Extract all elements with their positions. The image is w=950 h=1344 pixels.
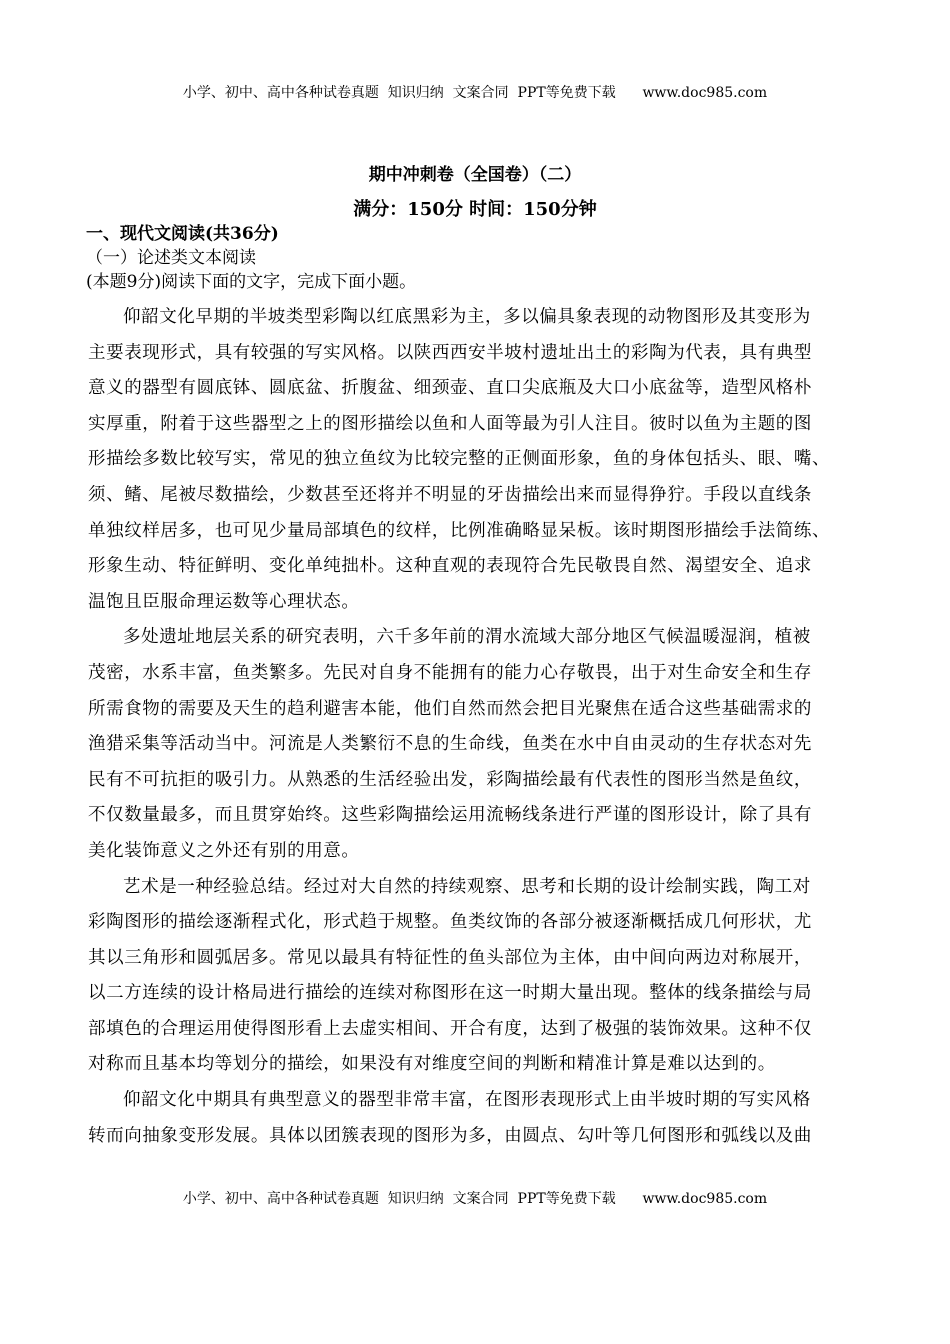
paragraph-line: 艺术是一种经验总结。经过对大自然的持续观察、思考和长期的设计绘制实践，陶工对	[123, 876, 811, 897]
paragraph-line: 温饱且臣服命理运数等心理状态。	[88, 591, 360, 612]
paragraph-line: 彩陶图形的描绘逐渐程式化，形式趋于规整。鱼类纹饰的各部分被逐渐概括成几何形状，尤	[88, 912, 812, 933]
paragraph-line: 意义的器型有圆底钵、圆底盆、折腹盆、细颈壶、直口尖底瓶及大口小底盆等，造型风格朴	[88, 378, 812, 399]
subsection-heading: （一）论述类文本阅读	[86, 248, 256, 268]
section-heading: 一、现代文阅读(共36分)	[86, 224, 279, 244]
exam-subtitle: 满分：150分 时间：150分钟	[353, 199, 597, 220]
exam-title: 期中冲刺卷（全国卷）（二）	[368, 165, 582, 185]
passage-paragraph	[88, 302, 878, 622]
paragraph-line: 单独纹样居多，也可见少量局部填色的纹样，比例准确略显呆板。该时期图形描绘手法简练、	[88, 520, 831, 541]
paragraph-line: 仰韶文化中期具有典型意义的器型非常丰富，在图形表现形式上由半坡时期的写实风格	[123, 1090, 811, 1111]
paragraph-line: 对称而且基本均等划分的描绘，如果没有对维度空间的判断和精准计算是难以达到的。	[88, 1054, 776, 1075]
passage-paragraph	[88, 1085, 878, 1156]
paragraph-line: 转而向抽象变形发展。具体以团簇表现的图形为多，由圆点、勾叶等几何图形和弧线以及曲	[88, 1125, 812, 1146]
paragraph-line: 渔猎采集等活动当中。河流是人类繁衍不息的生命线，鱼类在水中自由灵动的生存状态对先	[88, 734, 812, 755]
paragraph-line: 实厚重，附着于这些器型之上的图形描绘以鱼和人面等最为引人注目。彼时以鱼为主题的图	[88, 413, 812, 434]
paragraph-line: 形描绘多数比较写实，常见的独立鱼纹为比较完整的正侧面形象，鱼的身体包括头、眼、嘴、	[88, 449, 831, 470]
paragraph-line: 须、鳍、尾被尽数描绘，少数甚至还将并不明显的牙齿描绘出来而显得狰狞。手段以直线条	[88, 484, 812, 505]
paragraph-line: 多处遗址地层关系的研究表明，六千多年前的渭水流域大部分地区气候温暖湿润，植被	[123, 627, 811, 648]
paragraph-line: 形象生动、特征鲜明、变化单纯拙朴。这种直观的表现符合先民敬畏自然、渴望安全、追求	[88, 556, 812, 577]
paragraph-line: 民有不可抗拒的吸引力。从熟悉的生活经验出发，彩陶描绘最有代表性的图形当然是鱼纹，	[88, 769, 812, 790]
paragraph-line: 主要表现形式，具有较强的写实风格。以陕西西安半坡村遗址出土的彩陶为代表，具有典型	[88, 342, 812, 363]
paragraph-line: 不仅数量最多，而且贯穿始终。这些彩陶描绘运用流畅线条进行严谨的图形设计，除了具有	[88, 805, 812, 826]
paragraph-line: 茂密，水系丰富，鱼类繁多。先民对自身不能拥有的能力心存敬畏，出于对生命安全和生存	[88, 662, 812, 683]
page-footer: 小学、初中、高中各种试卷真题 知识归纳 文案合同 PPT等免费下载 www.doc985.com	[182, 1191, 768, 1207]
passage-paragraph	[88, 872, 878, 1086]
paragraph-line: 所需食物的需要及天生的趋利避害本能，他们自然而然会把目光聚焦在适合这些基础需求的	[88, 698, 812, 719]
instruction-text: (本题9分)阅读下面的文字，完成下面小题。	[86, 272, 417, 292]
paragraph-line: 其以三角形和圆弧居多。常见以最具有特征性的鱼头部位为主体，由中间向两边对称展开，	[88, 947, 812, 968]
paragraph-line: 部填色的合理运用使得图形看上去虚实相间、开合有度，达到了极强的装饰效果。这种不仅	[88, 1018, 812, 1039]
paragraph-line: 美化装饰意义之外还有别的用意。	[88, 840, 360, 861]
paragraph-line: 以二方连续的设计格局进行描绘的连续对称图形在这一时期大量出现。整体的线条描绘与局	[88, 983, 812, 1004]
page-header: 小学、初中、高中各种试卷真题 知识归纳 文案合同 PPT等免费下载 www.doc985.com	[182, 85, 768, 101]
passage	[88, 302, 878, 1156]
passage-paragraph	[88, 622, 878, 871]
paragraph-line: 仰韶文化早期的半坡类型彩陶以红底黑彩为主，多以偏具象表现的动物图形及其变形为	[123, 307, 811, 327]
